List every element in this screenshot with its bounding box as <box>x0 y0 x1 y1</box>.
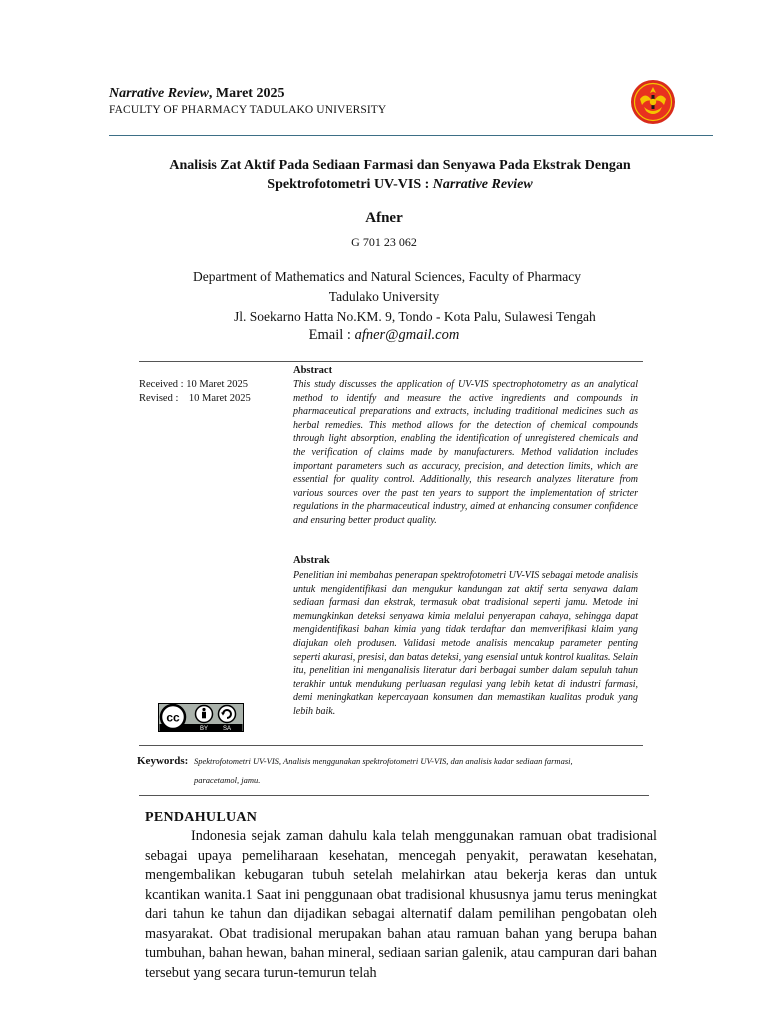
sa-text: SA <box>222 726 232 732</box>
intro-paragraph: Indonesia sejak zaman dahulu kala telah menggunakan ramuan obat tradisional sebagai upaya pemeliharaan kesehatan, mencegah penyakit, perawatan kesehatan, mengembalikan kebugaran tubuh setelah melahirkan atau bekerja keras dan untuk kcantikan wanita.1 Saat ini penggunaan obat tradisional khususnya jamu terus meningkat dari tahun ke tahun dan dijadikan sebagai alternatif dalam pemilihan pengobatan oleh masyarakat. Obat tradisional merupakan bahan atau ramuan bahan yang berupa bahan tumbuhan, bahan hewan, bahan mineral, sediaan sarian galenik, atau campuran dari bahan tersebut yang secara turun-temurun telah <box>145 828 657 981</box>
revised-date: Revised : 10 Maret 2025 <box>139 392 251 404</box>
student-id: G 701 23 062 <box>351 235 417 249</box>
title-line-2-italic: Narrative Review <box>432 177 533 192</box>
email-label: Email : <box>308 327 355 343</box>
university: Tadulako University <box>328 289 440 304</box>
abstrak-text: Penelitian ini membahas penerapan spektrofotometri UV-VIS sebagai metode analisis untuk mengidentifikasi dan mengukur kandungan zat aktif serta senyawa dalam sediaan farmasi dan ekstrak, termasuk obat tradisional seperti jamu. Metode ini memungkinkan deteksi senyawa kimia melalui penyerapan cahaya, sehingga dapat mengidentifikasi bahan kimia yang tidak terdaftar dan memverifikasi klaim yang diajukan oleh produsen. Validasi metode analisis mencakup parameter penting seperti akurasi, presisi, dan batas deteksi, yang esensial untuk kontrol kualitas. Selain itu, penelitian ini menganalisis literatur dari berbagai sumber dalam sepuluh tahun terakhir untuk mendukung perluasan regulasi yang lebih ketat di industri farmasi, demi meningkatkan kepercayaan konsumen dan memastikan kualitas produk yang lebih baik. <box>293 570 638 717</box>
journal-name: Narrative Review <box>109 86 209 101</box>
email-link[interactable]: afner@gmail.com <box>354 327 460 343</box>
abstrak-heading: Abstrak <box>293 555 330 566</box>
keywords-label: Keywords: <box>137 755 189 767</box>
abstract-text: This study discusses the application of UV-VIS spectrophotometry as an analytical method to identify and measure the active ingredients and compounds in pharmaceutical preparations and extracts, including traditional medicines such as herbal remedies. This method allows for the detection of chemical compounds through light absorption, enabling the identification of unregistered chemicals and the verification of claims made by manufacturers. Method validation includes important parameters such as accuracy, precision, and detection limits, which are essential for quality control. Additionally, this research analyzes literature from various sources over the past ten years to support the implementation of stricter regulations in the pharmaceutical industry, aimed at enhancing consumer confidence and ensuring better product quality. <box>293 379 638 526</box>
email-line <box>0 327 768 344</box>
address: Jl. Soekarno Hatta No.KM. 9, Tondo - Kota Palu, Sulawesi Tengah <box>234 309 596 324</box>
article-dates <box>139 378 251 405</box>
title-line-2-plain: Spektrofotometri UV-VIS : <box>267 177 433 192</box>
keywords-line-1: Spektrofotometri UV-VIS, Analisis menggunakan spektrofotometri UV-VIS, dan analisis kadar sediaan farmasi, <box>194 756 573 766</box>
author-name: Afner <box>365 210 403 226</box>
title-line-1: Analisis Zat Aktif Pada Sediaan Farmasi dan Senyawa Pada Ekstrak Dengan <box>169 158 631 173</box>
article-title <box>110 156 690 194</box>
keywords-divider <box>139 795 649 796</box>
abstract-bottom-divider <box>139 745 643 746</box>
header-divider <box>109 135 713 136</box>
abstract-heading: Abstract <box>293 365 333 376</box>
university-emblem-icon <box>630 79 676 125</box>
journal-line <box>109 86 284 102</box>
title-line-2 <box>110 175 690 194</box>
department: Department of Mathematics and Natural Sciences, Faculty of Pharmacy <box>193 269 581 284</box>
by-text: BY <box>199 726 209 732</box>
keywords-line-2: paracetamol, jamu. <box>194 775 261 785</box>
received-date: Received : 10 Maret 2025 <box>139 379 249 390</box>
journal-date: , Maret 2025 <box>208 86 285 101</box>
cc-by-sa-icon[interactable] <box>158 703 244 732</box>
cc-text: cc <box>166 710 180 725</box>
faculty-name: FACULTY OF PHARMACY TADULAKO UNIVERSITY <box>109 104 387 116</box>
section-heading-pendahuluan: PENDAHULUAN <box>145 810 258 825</box>
abstract-top-divider <box>139 361 643 362</box>
